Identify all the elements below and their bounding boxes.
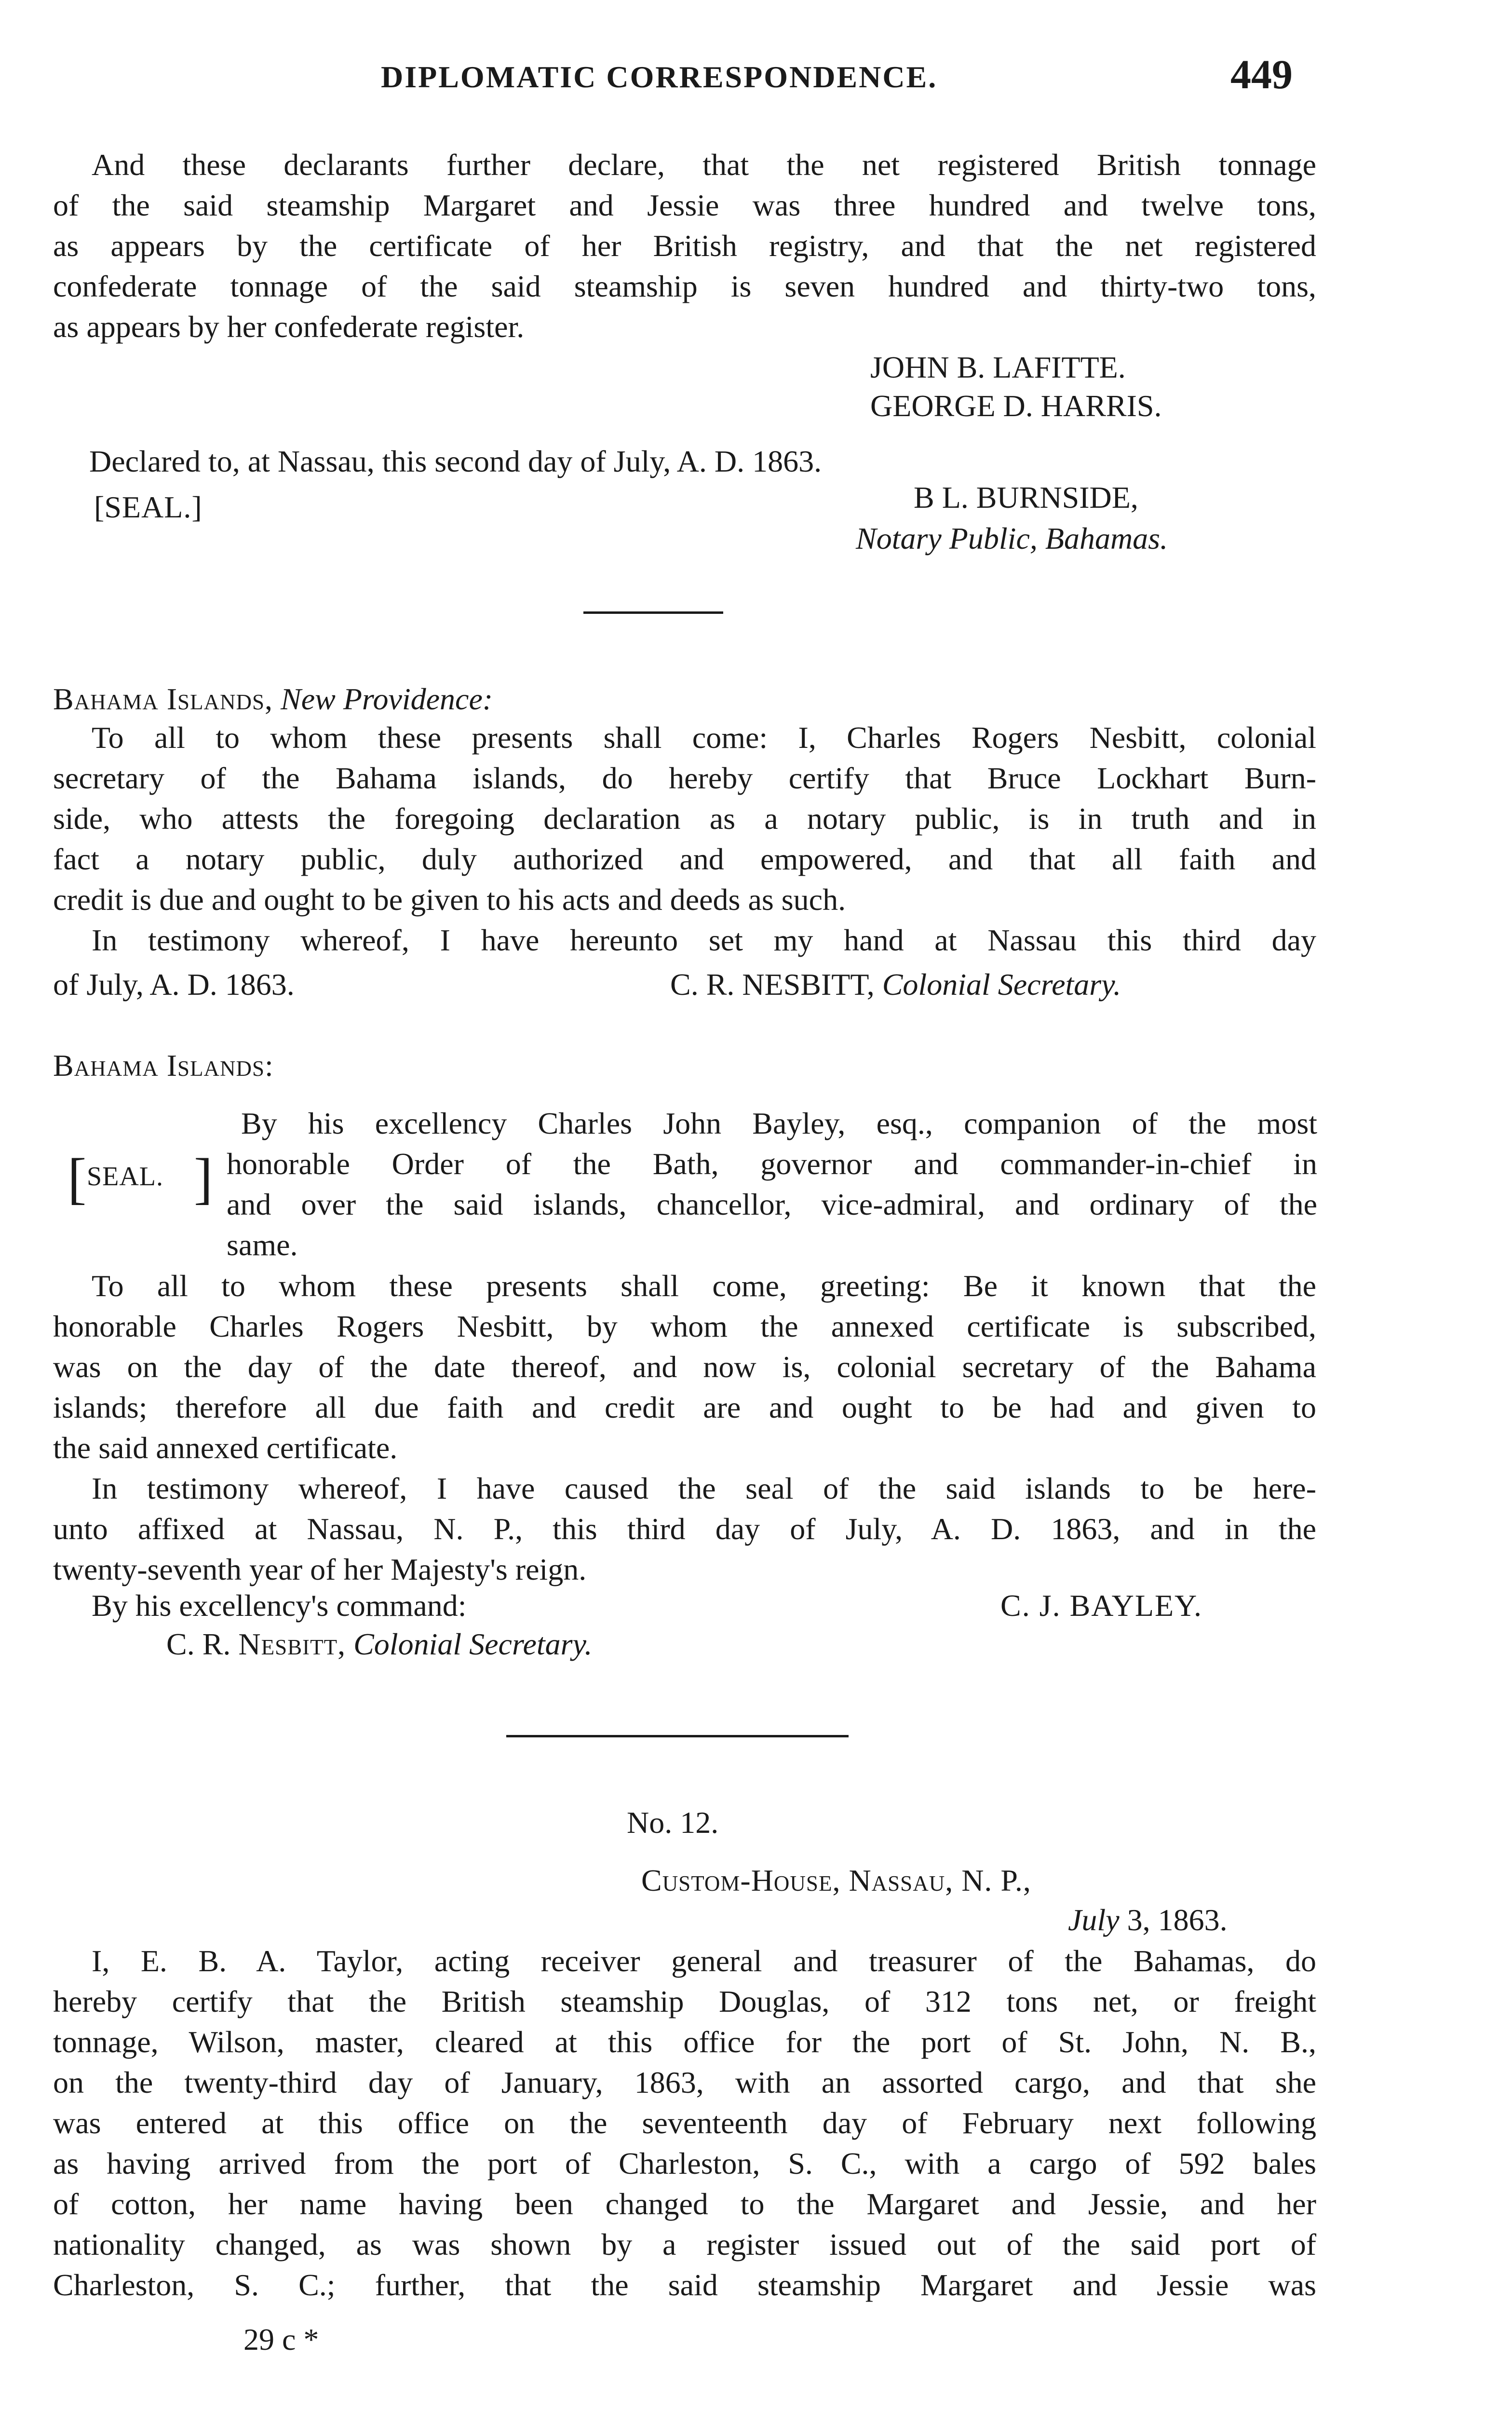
notary-name: B L. BURNSIDE, — [914, 480, 1138, 515]
office-place: Custom-House, Nassau, N. P., — [641, 1863, 1031, 1897]
declaration-paragraph — [53, 145, 1316, 347]
paragraph-line: was on the day of the date thereof, and now is, colonial secretary of the Bahama — [53, 1350, 1316, 1384]
paragraph-line: In testimony whereof, I have caused the seal of the said islands to be here- — [92, 1471, 1316, 1505]
paragraph-line: hereby certify that the British steamship Douglas, of 312 tons net, or freight — [53, 1984, 1316, 2018]
seal-bracket-left: [ — [68, 1147, 87, 1210]
countersign-title: Colonial Secretary. — [353, 1627, 593, 1661]
paragraph-line: credit is due and ought to be given to his acts and deeds as such. — [53, 882, 846, 917]
paragraph-line: as appears by the certificate of her British registry, and that the net registered — [53, 229, 1316, 263]
paragraph-line: the said annexed certificate. — [53, 1431, 398, 1465]
paragraph-line: To all to whom these presents shall come: I, Charles Rogers Nesbitt, colonial — [92, 720, 1316, 755]
secretary-name: C. R. NESBITT, — [670, 967, 875, 1002]
paragraph-line: honorable Charles Rogers Nesbitt, by whom the annexed certificate is subscribed, — [53, 1309, 1316, 1343]
section-divider — [506, 1735, 849, 1737]
intro-line: By his excellency Charles John Bayley, esq., companion of the most — [241, 1106, 1317, 1140]
paragraph-line: I, E. B. A. Taylor, acting receiver general and treasurer of the Bahamas, do — [92, 1944, 1316, 1978]
governor-intro — [227, 1103, 1317, 1265]
secretary-signature — [670, 964, 1121, 1005]
customs-certificate-paragraph — [53, 1941, 1316, 2305]
paragraph-line: was entered at this office on the seventeenth day of February next following — [53, 2106, 1316, 2140]
paragraph-line: as appears by her confederate register. — [53, 310, 525, 344]
signatory-name: JOHN B. LAFITTE. — [870, 350, 1126, 384]
seal-bracket-right: ] — [194, 1147, 213, 1210]
date-month: July — [1068, 1903, 1120, 1937]
place-heading — [53, 679, 493, 719]
running-title: DIPLOMATIC CORRESPONDENCE. — [381, 60, 938, 94]
paragraph-line: unto affixed at Nassau, N. P., this third day of July, A. D. 1863, and in the — [53, 1512, 1316, 1546]
paragraph-line: side, who attests the foregoing declaration as a notary public, is in truth and in — [53, 801, 1316, 836]
seal-mark — [94, 487, 202, 528]
paragraph-line: on the twenty-third day of January, 1863, with an assorted cargo, and that she — [53, 2065, 1316, 2099]
date-rest: 3, 1863. — [1127, 1903, 1228, 1937]
signature-mark: 29 c * — [243, 2322, 319, 2357]
paragraph-line: of the said steamship Margaret and Jessie was three hundred and twelve tons, — [53, 188, 1316, 222]
paragraph-line: In testimony whereof, I have hereunto set my hand at Nassau this third day — [92, 923, 1316, 957]
paragraph-line: of cotton, her name having been changed to the Margaret and Jessie, and her — [53, 2187, 1316, 2221]
section-divider — [583, 611, 723, 614]
intro-line: same. — [227, 1228, 298, 1262]
nesbitt-certificate-paragraph — [53, 718, 1316, 961]
paragraph-line: nationality changed, as was shown by a register issued out of the said port of — [53, 2227, 1316, 2262]
declared-line: Declared to, at Nassau, this second day of July, A. D. 1863. — [89, 444, 822, 478]
countersignature — [166, 1624, 592, 1665]
countersign-name: Nesbitt, — [238, 1627, 346, 1661]
place-name: Bahama Islands, — [53, 682, 273, 716]
paragraph-line: secretary of the Bahama islands, do hereby certify that Bruce Lockhart Burn- — [53, 761, 1316, 795]
command-line: By his excellency's command: — [92, 1588, 467, 1623]
paragraph-line: And these declarants further declare, that the net registered British tonnage — [92, 148, 1316, 182]
document-number: No. 12. — [627, 1805, 719, 1840]
governor-signature: C. J. BAYLEY. — [1000, 1588, 1202, 1623]
paragraph-line: Charleston, S. C.; further, that the said steamship Margaret and Jessie was — [53, 2268, 1316, 2302]
closing-date: of July, A. D. 1863. — [53, 967, 295, 1002]
place-subname: New Providence: — [281, 682, 493, 716]
paragraph-line: twenty-seventh year of her Majesty's reign. — [53, 1552, 587, 1586]
seal-label: SEAL. — [87, 1162, 163, 1192]
notary-title: Notary Public, Bahamas. — [856, 521, 1168, 555]
paragraph-line: tonnage, Wilson, master, cleared at this office for the port of St. John, N. B., — [53, 2025, 1316, 2059]
signatory-name: GEORGE D. HARRIS. — [870, 389, 1162, 423]
paragraph-line: as having arrived from the port of Charleston, S. C., with a cargo of 592 bales — [53, 2146, 1316, 2181]
seal-bracket: ] — [191, 490, 202, 524]
seal-bracket: [ — [94, 490, 105, 524]
countersign-initials: C. R. — [166, 1627, 231, 1661]
paragraph-line: islands; therefore all due faith and credit are and ought to be had and given to — [53, 1390, 1316, 1424]
seal-label: SEAL. — [104, 490, 192, 524]
intro-line: honorable Order of the Bath, governor and commander-in-chief in — [227, 1147, 1317, 1181]
document-date — [1068, 1900, 1228, 1940]
bayley-certificate-paragraph — [53, 1266, 1316, 1590]
page-number: 449 — [1230, 51, 1293, 97]
paragraph-line: confederate tonnage of the said steamship is seven hundred and thirty-two tons, — [53, 269, 1316, 303]
place-heading: Bahama Islands: — [53, 1048, 274, 1083]
secretary-title: Colonial Secretary. — [882, 967, 1121, 1002]
paragraph-line: fact a notary public, duly authorized and empowered, and that all faith and — [53, 842, 1316, 876]
paragraph-line: To all to whom these presents shall come, greeting: Be it known that the — [92, 1269, 1316, 1303]
intro-line: and over the said islands, chancellor, vice-admiral, and ordinary of the — [227, 1187, 1317, 1221]
